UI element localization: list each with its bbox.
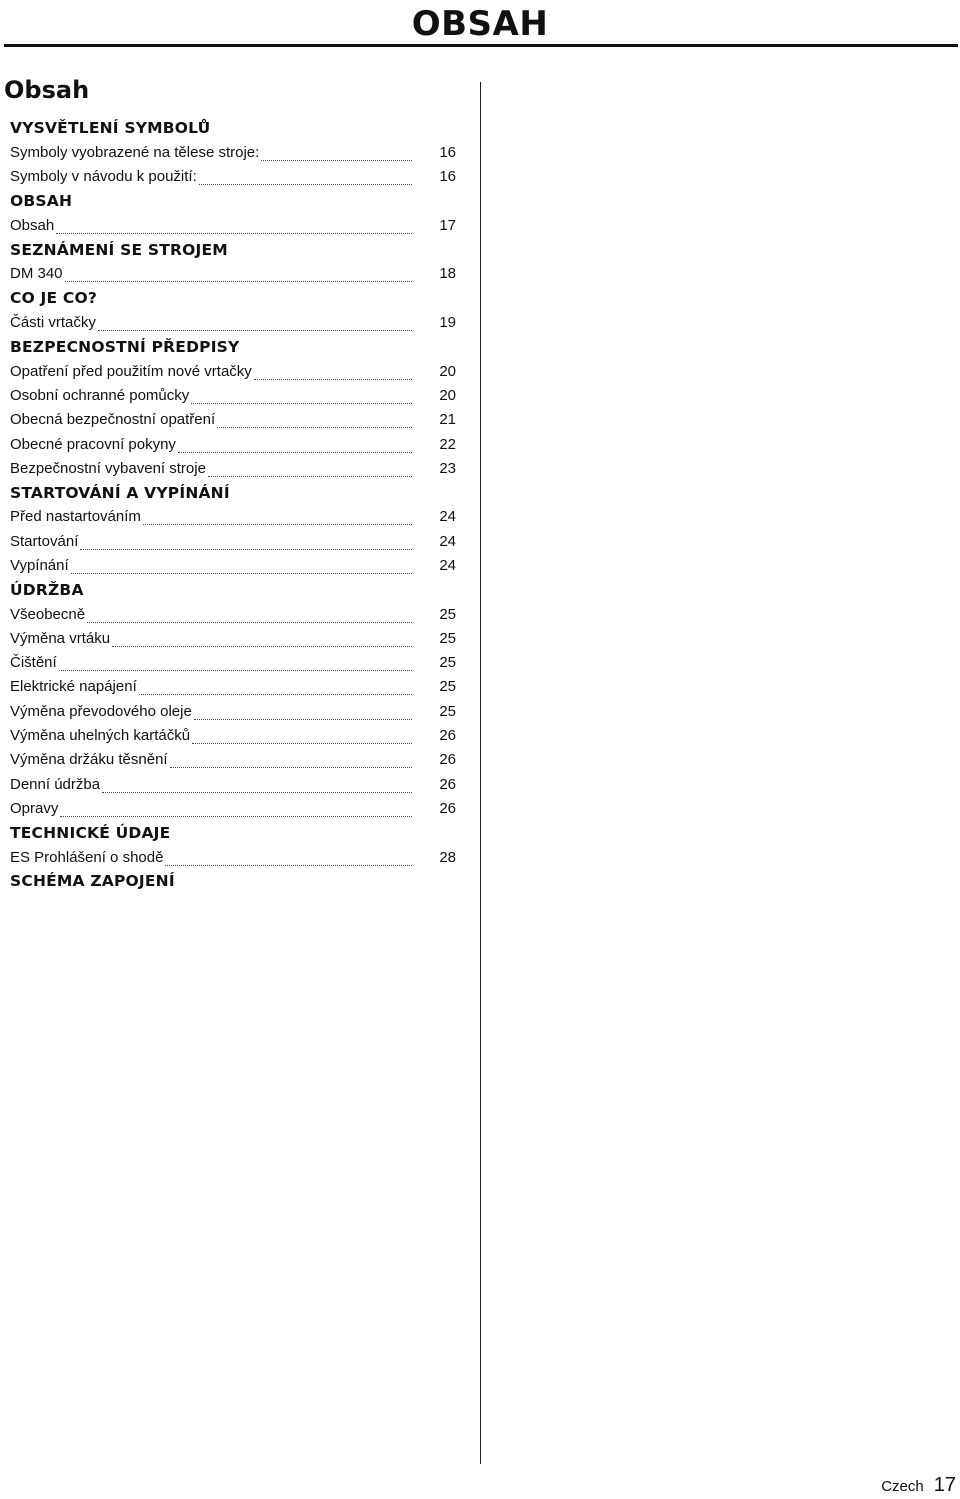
toc-entry[interactable] xyxy=(10,675,456,699)
toc-dot-leader xyxy=(112,636,412,647)
toc-entry[interactable] xyxy=(10,310,456,334)
toc-entry-page-number: 25 xyxy=(439,605,456,623)
toc-entry-page-number: 26 xyxy=(439,775,456,793)
footer-page-number: 17 xyxy=(933,1474,956,1496)
toc-entry-label: Výměna převodového oleje xyxy=(10,702,192,720)
toc-entry-page-number: 22 xyxy=(439,435,456,453)
toc-entry-label: Výměna držáku těsnění xyxy=(10,751,168,769)
toc-dot-leader xyxy=(60,806,412,817)
toc-dot-leader xyxy=(65,271,412,282)
toc-entry-label: Denní údržba xyxy=(10,775,101,793)
toc-entry-page-number: 25 xyxy=(439,654,456,672)
toc-entry-page-number: 18 xyxy=(439,265,456,283)
toc-section-heading: SEZNÁMENÍ SE STROJEM xyxy=(10,240,228,259)
toc-entry-label: Všeobecně xyxy=(10,605,86,623)
toc-entry-label: Výměna vrtáku xyxy=(10,629,111,647)
toc-entry-page-number: 16 xyxy=(439,168,456,186)
toc-entry-page-number: 25 xyxy=(439,678,456,696)
toc-entry-label: Symboly v návodu k použití: xyxy=(10,168,197,186)
toc-entry-label: Před nastartováním xyxy=(10,508,141,526)
toc-entry[interactable] xyxy=(10,432,456,456)
toc-dot-leader xyxy=(199,174,412,185)
toc-dot-leader xyxy=(139,684,412,695)
toc-entry-page-number: 19 xyxy=(439,314,456,332)
toc-section-heading: ÚDRŽBA xyxy=(10,580,84,599)
toc-entry-label: Části vrtačky xyxy=(10,314,96,332)
toc-dot-leader xyxy=(59,660,412,671)
toc-dot-leader xyxy=(194,709,412,720)
footer-language: Czech xyxy=(881,1478,924,1495)
toc-entry-label: Opatření před použitím nové vrtačky xyxy=(10,362,252,380)
toc-entry-page-number: 28 xyxy=(439,848,456,866)
toc-dot-leader xyxy=(254,369,412,380)
toc-section-heading: STARTOVÁNÍ A VYPÍNÁNÍ xyxy=(10,483,230,502)
toc-entry[interactable] xyxy=(10,723,456,747)
toc-entry-page-number: 21 xyxy=(439,411,456,429)
toc-dot-leader xyxy=(87,612,412,623)
toc-entry[interactable] xyxy=(10,772,456,796)
page-footer xyxy=(881,1474,956,1497)
toc-entry[interactable] xyxy=(10,262,456,286)
toc-section-heading: CO JE CO? xyxy=(10,289,98,308)
toc-entry[interactable] xyxy=(10,165,456,189)
page-heading: Obsah xyxy=(4,76,90,104)
toc-entry-label: Startování xyxy=(10,532,79,550)
toc-entry-page-number: 20 xyxy=(439,386,456,404)
toc-entry-page-number: 24 xyxy=(439,556,456,574)
header-rule xyxy=(4,44,958,47)
toc-entry-page-number: 26 xyxy=(439,751,456,769)
toc-entry-page-number: 25 xyxy=(439,629,456,647)
toc-entry[interactable] xyxy=(10,602,456,626)
toc-entry-page-number: 25 xyxy=(439,702,456,720)
toc-entry[interactable] xyxy=(10,845,456,869)
toc-dot-leader xyxy=(143,514,412,525)
toc-entry-label: Elektrické napájení xyxy=(10,678,137,696)
toc-dot-leader xyxy=(208,466,412,477)
toc-entry-label: ES Prohlášení o shodě xyxy=(10,848,164,866)
toc-entry[interactable] xyxy=(10,699,456,723)
toc-entry-label: Výměna uhelných kartáčků xyxy=(10,727,191,745)
toc-dot-leader xyxy=(261,150,412,161)
toc-section-heading: SCHÉMA ZAPOJENÍ xyxy=(10,872,175,891)
toc-entry-page-number: 24 xyxy=(439,508,456,526)
toc-entry-page-number: 23 xyxy=(439,459,456,477)
toc-entry-label: DM 340 xyxy=(10,265,63,283)
toc-entry-page-number: 17 xyxy=(439,216,456,234)
toc-entry-label: Obecné pracovní pokyny xyxy=(10,435,176,453)
toc-entry-page-number: 26 xyxy=(439,727,456,745)
toc-dot-leader xyxy=(80,539,412,550)
column-divider xyxy=(480,82,481,1464)
toc-section-heading: BEZPECNOSTNÍ PŘEDPISY xyxy=(10,337,240,356)
toc-entry-page-number: 20 xyxy=(439,362,456,380)
toc-dot-leader xyxy=(192,733,412,744)
toc-entry[interactable] xyxy=(10,383,456,407)
toc-dot-leader xyxy=(56,223,412,234)
toc-dot-leader xyxy=(98,320,412,331)
table-of-contents xyxy=(10,116,456,894)
toc-entry[interactable] xyxy=(10,651,456,675)
toc-entry[interactable] xyxy=(10,359,456,383)
toc-entry-label: Bezpečnostní vybavení stroje xyxy=(10,459,206,477)
toc-entry-label: Vypínání xyxy=(10,556,69,574)
toc-section-heading: TECHNICKÉ ÚDAJE xyxy=(10,823,171,842)
toc-entry[interactable] xyxy=(10,796,456,820)
toc-dot-leader xyxy=(191,393,412,404)
toc-entry-label: Opravy xyxy=(10,799,59,817)
toc-section-heading: OBSAH xyxy=(10,192,73,211)
toc-dot-leader xyxy=(217,417,412,428)
toc-entry-page-number: 26 xyxy=(439,799,456,817)
toc-section-heading: VYSVĚTLENÍ SYMBOLŮ xyxy=(10,119,211,138)
header-title: OBSAH xyxy=(411,4,549,44)
toc-dot-leader xyxy=(178,442,412,453)
toc-entry-label: Obsah xyxy=(10,216,55,234)
toc-dot-leader xyxy=(102,782,412,793)
toc-entry-label: Čištění xyxy=(10,654,57,672)
toc-entry-label: Symboly vyobrazené na tělese stroje: xyxy=(10,143,260,161)
toc-dot-leader xyxy=(165,855,412,866)
toc-entry[interactable] xyxy=(10,505,456,529)
toc-entry-label: Obecná bezpečnostní opatření xyxy=(10,411,216,429)
toc-entry-page-number: 24 xyxy=(439,532,456,550)
toc-entry[interactable] xyxy=(10,748,456,772)
toc-dot-leader xyxy=(170,757,412,768)
toc-entry[interactable] xyxy=(10,553,456,577)
toc-entry[interactable] xyxy=(10,213,456,237)
toc-entry[interactable] xyxy=(10,408,456,432)
toc-entry[interactable] xyxy=(10,626,456,650)
toc-entry-page-number: 16 xyxy=(439,143,456,161)
toc-dot-leader xyxy=(71,563,412,574)
toc-entry-label: Osobní ochranné pomůcky xyxy=(10,386,190,404)
toc-entry[interactable] xyxy=(10,140,456,164)
toc-entry[interactable] xyxy=(10,456,456,480)
toc-entry[interactable] xyxy=(10,529,456,553)
